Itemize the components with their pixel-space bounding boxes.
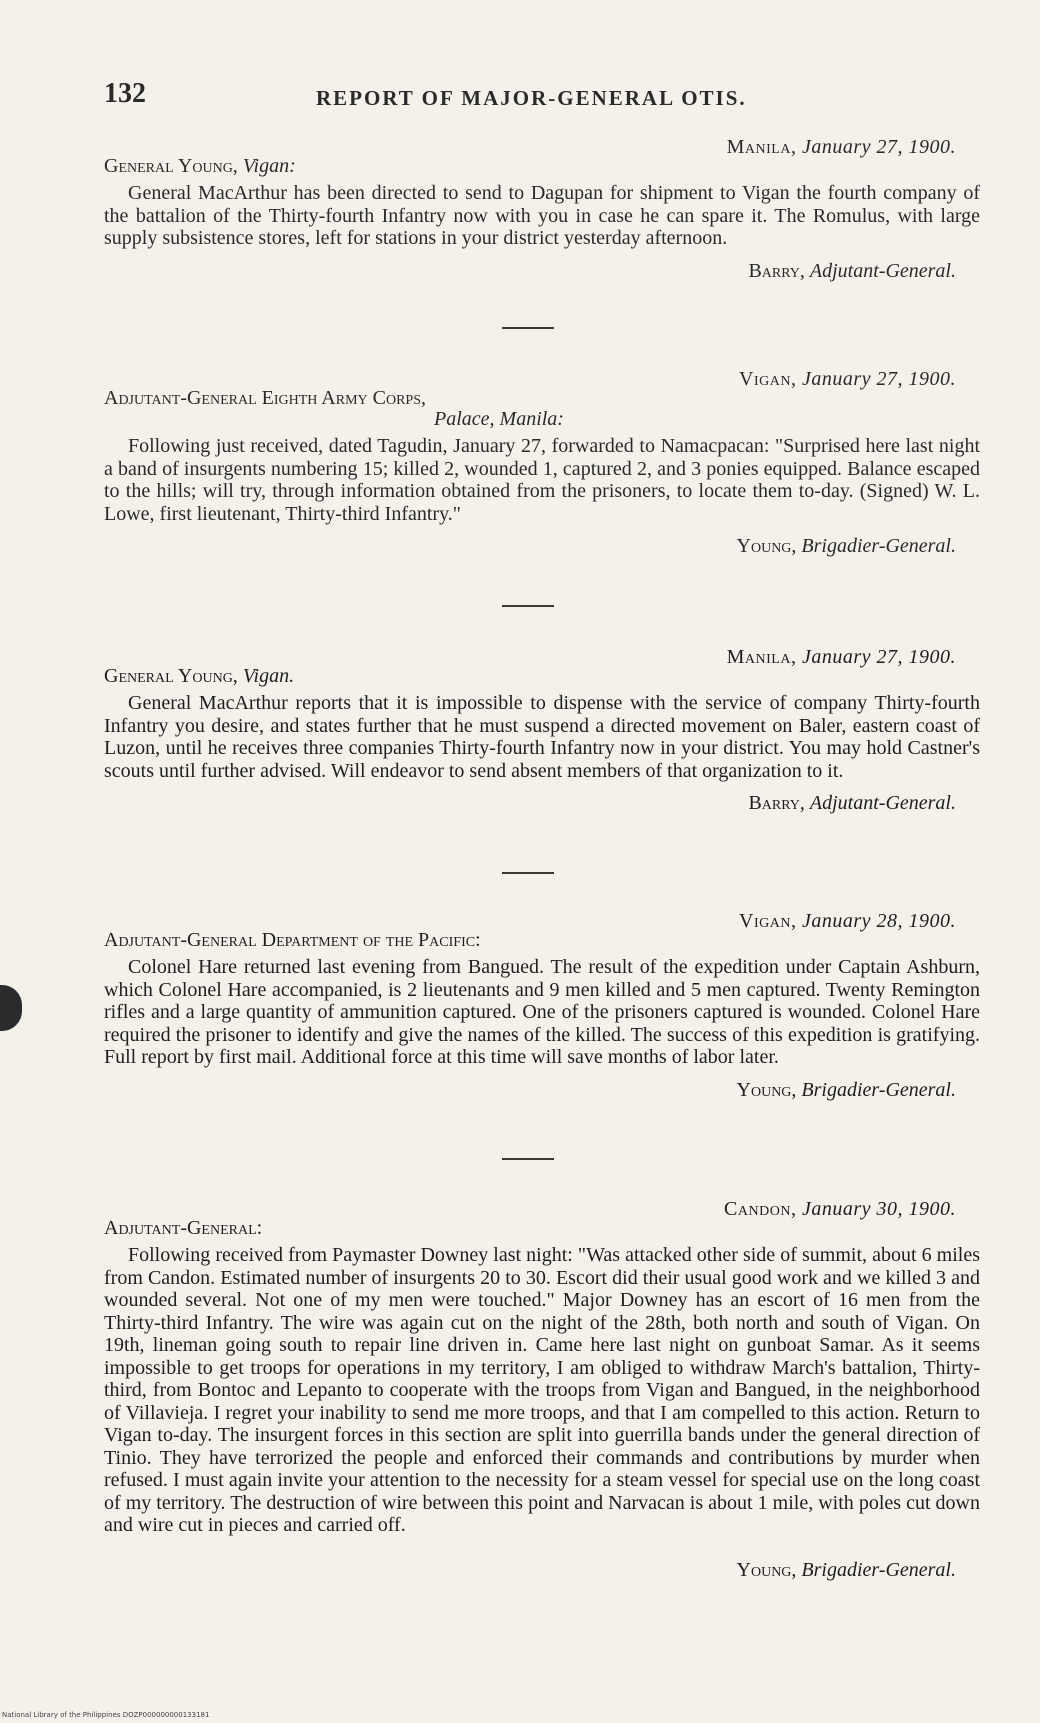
- dateline-date: January 27, 1900.: [801, 646, 956, 668]
- dateline-date: January 30, 1900.: [801, 1198, 956, 1220]
- scan-credit: National Library of the Philippines DOZP000000000133181: [2, 1711, 210, 1719]
- page-number: 132: [104, 78, 146, 109]
- addressee-name: General Young,: [104, 665, 238, 687]
- signature-name: Young,: [736, 1078, 797, 1101]
- dateline-place: Vigan,: [739, 368, 797, 390]
- telegram-3: [104, 646, 980, 815]
- dateline-date: January 28, 1900.: [801, 910, 956, 932]
- telegram-4: [104, 910, 980, 1102]
- dateline-place: Manila,: [726, 646, 797, 668]
- addressee-name: Adjutant-General Eighth Army Corps,: [104, 387, 426, 409]
- signature: [104, 535, 980, 558]
- section-divider: [502, 327, 554, 329]
- running-head: REPORT OF MAJOR-GENERAL OTIS.: [316, 86, 747, 110]
- signature-name: Young,: [736, 535, 797, 557]
- addressee-location: Vigan:: [242, 155, 296, 177]
- telegram-1: [104, 136, 980, 283]
- signature: [104, 260, 980, 283]
- dateline-place: Candon,: [724, 1198, 797, 1220]
- message-body: Following just received, dated Tagudin, January 27, forwarded to Namacpacan: "Surprised here last night a band of insurgents numbering 15; killed 2, wounded 1, captured 2, and 3 ponies equipped. Balance escaped to the hills; will try, through information obtained from the prisoners, to locate them to-day. (Signed) W. L. Lowe, first lieutenant, Thirty-third Infantry.": [104, 435, 980, 525]
- signature-title: Adjutant-General.: [809, 792, 956, 814]
- addressee-name: Adjutant-General:: [104, 1217, 263, 1239]
- message-body: General MacArthur reports that it is impossible to dispense with the service of company Thirty-fourth Infantry you desire, and states further that he must suspend a directed movement on Baler, eastern coast of Luzon, until he receives three companies Thirty-fourth Infantry now in your district. You may hold Castner's scouts until further advised. Will endeavor to send absent members of that organization to it.: [104, 692, 980, 782]
- section-divider: [502, 605, 554, 607]
- dateline-place: Vigan,: [739, 910, 797, 932]
- signature-title: Brigadier-General.: [801, 535, 956, 557]
- signature-title: Brigadier-General.: [801, 1558, 956, 1581]
- scan-margin-blot: [0, 985, 22, 1031]
- page-header: [104, 78, 984, 118]
- section-divider: [502, 1158, 554, 1160]
- signature: [104, 1079, 980, 1102]
- signature-name: Barry,: [748, 259, 805, 282]
- dateline-place: Manila,: [726, 136, 797, 158]
- section-divider: [502, 872, 554, 874]
- signature-name: Young,: [736, 1558, 797, 1581]
- dateline-date: January 27, 1900.: [801, 136, 956, 158]
- telegram-5: [104, 1198, 980, 1582]
- signature-title: Adjutant-General.: [809, 259, 956, 282]
- addressee-name: General Young,: [104, 155, 238, 177]
- addressee-name: Adjutant-General Department of the Pacific:: [104, 929, 481, 951]
- signature-name: Barry,: [748, 792, 805, 814]
- dateline-date: January 27, 1900.: [801, 368, 956, 390]
- addressee-location: Vigan.: [242, 665, 295, 687]
- message-body: Following received from Paymaster Downey last night: "Was attacked other side of summit, about 6 miles from Candon. Estimated number of insurgents 20 to 30. Escort did their usual good work and we killed 3 and wounded several. Not one of my men were touched." Major Downey has an escort of 16 men from the Thirty-third Infantry. The wire was again cut on the night of the 28th, both north and south of Vigan. On 19th, lineman going south to repair line driven in. Came here last night on gunboat Samar. As it seems impossible to get troops for operations in my territory, I am obliged to withdraw March's battalion, Thirty-third, from Bontoc and Lepanto to cooperate with the troops from Vigan and Bangued, in the neighborhood of Villavieja. I regret your inability to send me more troops, and that I am compelled to this action. Return to Vigan to-day. The insurgent forces in this section are split into guerrilla bands under the general direction of Tinio. They have terrorized the people and enforced their commands and contributions by murder when refused. I must again invite your attention to the necessity for a steam vessel for special use on the long coast of my territory. The destruction of wire between this point and Narvacan is about 1 mile, with poles cut down and wire cut in pieces and carried off.: [104, 1244, 980, 1536]
- message-body: General MacArthur has been directed to send to Dagupan for shipment to Vigan the fourth company of the battalion of the Thirty-fourth Infantry now with you in case he can spare it. The Romulus, with large supply subsistence stores, left for stations in your district yesterday afternoon.: [104, 182, 980, 249]
- addressee-location: Palace, Manila:: [434, 408, 564, 430]
- message-body: Colonel Hare returned last evening from Bangued. The result of the expedition under Captain Ashburn, which Colonel Hare accompanied, is 2 lieutenants and 9 men killed and 5 men captured. Twenty Remington rifles and a large quantity of ammunition captured. One of the prisoners captured is wounded. Colonel Hare required the prisoner to identify and give the names of the killed. The success of this expedition is gratifying. Full report by first mail. Additional force at this time will save months of labor later.: [104, 956, 980, 1068]
- signature: [104, 792, 980, 815]
- telegram-2: [104, 368, 980, 558]
- signature-title: Brigadier-General.: [801, 1078, 956, 1101]
- signature: [104, 1559, 980, 1582]
